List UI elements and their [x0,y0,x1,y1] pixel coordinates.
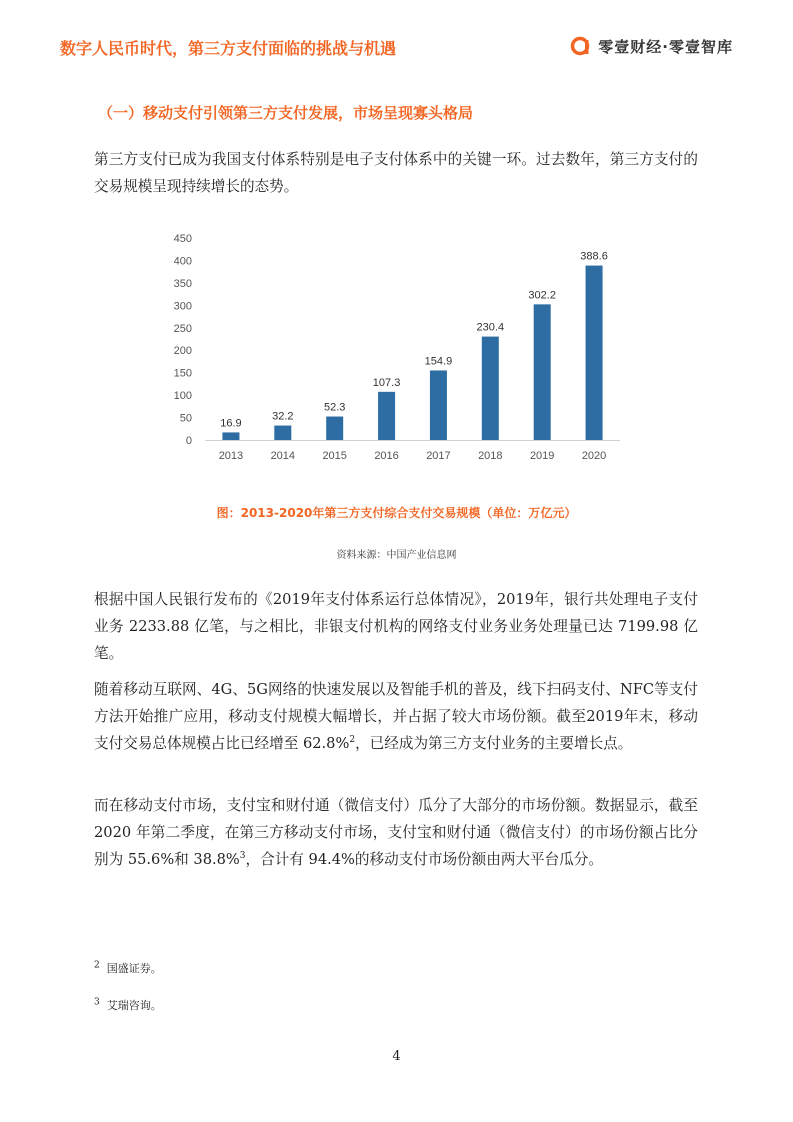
bar-value-label: 52.3 [323,401,346,414]
footnote-number: 3 [94,997,100,1008]
x-tick-label: 2018 [478,450,503,462]
bar [534,304,551,440]
x-tick-label: 2020 [581,450,607,462]
bar [274,426,291,440]
bar-value-label: 230.4 [476,321,505,334]
y-tick-label: 200 [173,345,192,358]
footnote-number: 2 [94,960,100,971]
paragraph-mobile-growth-text-a: 随着移动互联网、4G、5G网络的快速发展以及智能手机的普及，线下扫码支付、NFC等支付方法开始推广应用，移动支付规模大幅增长，并占据了较大市场份额。截至2019年末，移动支付交易总体规模占比已经增至 62.8% [94,681,698,752]
footnote-text: 国盛证券。 [106,962,162,975]
y-tick-label: 400 [173,255,192,268]
paragraph-mobile-growth-text-b: ，已经成为第三方支付业务的主要增长点。 [355,735,633,752]
x-tick-label: 2016 [374,450,399,462]
paragraph-pboc: 根据中国人民银行发布的《2019年支付体系运行总体情况》，2019年，银行共处理电子支付业务 2233.88 亿笔，与之相比，非银支付机构的网络支付业务业务处理量已达 7199.98 亿笔。 [94,591,698,662]
bar-value-label: 16.9 [220,417,242,430]
paragraph-market-share-text-b: ，合计有 94.4%的移动支付市场份额由两大平台瓜分。 [245,851,603,868]
bar-value-label: 388.6 [580,250,608,263]
section-title: （一）移动支付引领第三方支付发展，市场呈现寡头格局 [98,104,474,122]
bar-value-label: 302.2 [528,289,556,302]
footnote-3 [94,997,162,1013]
x-tick-label: 2019 [529,450,555,462]
y-tick-label: 300 [173,300,192,313]
y-axis-ticks [174,233,192,447]
page-number: 4 [392,1049,401,1064]
y-tick-label: 50 [179,412,192,425]
footnote-ref-3: 3 [239,851,246,862]
bar [378,392,395,440]
bar [326,417,343,440]
paragraph-market-share-text-a: 而在移动支付市场，支付宝和财付通（微信支付）瓜分了大部分的市场份额。数据显示，截至 2020 年第二季度，在第三方移动支付市场，支付宝和财付通（微信支付）的市场份额占比分别为 55.6%和 38.8% [94,797,698,868]
header-title: 数字人民币时代，第三方支付面临的挑战与机遇 [60,39,397,58]
x-tick-label: 2015 [322,450,347,462]
footnote-2 [94,960,162,976]
chart-source: 资料来源：中国产业信息网 [336,550,457,561]
x-axis-ticks [219,450,607,462]
paragraph-mobile-growth [94,676,698,757]
brand-logo-text: 零壹财经·零壹智库 [598,37,733,56]
bar [586,266,603,440]
bar-chart [150,225,630,470]
brand-logo [570,35,733,57]
x-tick-label: 2014 [270,450,296,462]
y-tick-label: 150 [173,367,192,380]
footnote-text: 艾瑞咨询。 [106,999,162,1012]
paragraph-market-share [94,792,698,873]
y-tick-label: 350 [173,277,192,290]
bar [482,337,499,440]
bar [430,370,447,440]
brand-logo-icon [570,35,592,57]
x-tick-label: 2013 [218,450,244,462]
y-tick-label: 100 [173,390,192,403]
chart-caption: 图：2013-2020年第三方支付综合支付交易规模（单位：万亿元） [216,506,577,520]
bar-value-label: 154.9 [424,355,453,368]
paragraph-intro: 第三方支付已成为我国支付体系特别是电子支付体系中的关键一环。过去数年，第三方支付的交易规模呈现持续增长的态势。 [94,151,698,195]
y-tick-label: 250 [173,322,192,335]
bar-value-label: 107.3 [372,376,401,389]
y-tick-label: 450 [173,233,192,245]
bar [222,432,239,440]
x-tick-label: 2017 [426,450,451,462]
bar-value-label: 32.2 [272,410,294,423]
footnote-ref-2: 2 [349,735,356,746]
y-tick-label: 0 [185,435,192,447]
